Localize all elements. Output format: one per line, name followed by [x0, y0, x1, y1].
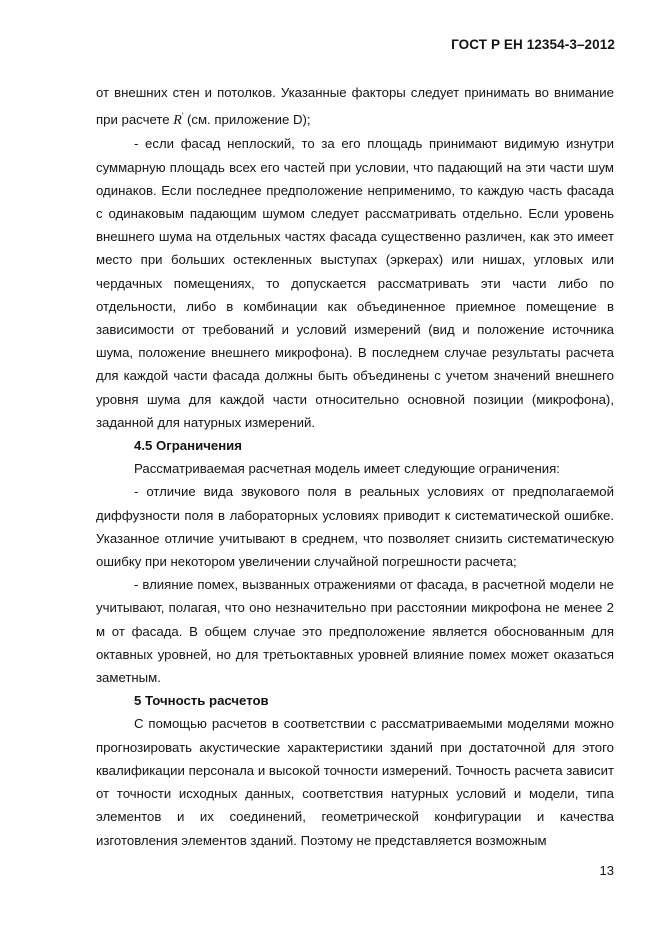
section-heading-5: 5 Точность расчетов — [134, 693, 269, 709]
paragraph-sound-field: - отличие вида звукового поля в реальных условиях от предполагаемой диффузности поля в лабораторных условиях приводит к систематической ошибке. Указанное отличие учитывают в среднем, что позволяет снизить систематическую ошибку при некотором увеличении случайной погрешности расчета; — [96, 484, 614, 570]
formula-symbol — [173, 113, 183, 128]
formula-letter: R — [173, 113, 182, 129]
formula-prime: ' — [181, 111, 184, 121]
paragraph-text: от внешних стен и потолков. Указанные факторы следует принимать во внимание при расчете — [96, 85, 614, 128]
paragraph-interference: - влияние помех, вызванных отражениями от фасада, в расчетной модели не учитывают, полагая, что оно незначительно при расстоянии микрофона не менее 2 м от фасада. В общем случае это предположение является обоснованным для октавных уровней, но для третьоктавных уровней влияние помех может оказаться заметным. — [96, 577, 614, 686]
page-body — [96, 81, 614, 852]
document-header: ГОСТ Р ЕН 12354-3–2012 — [451, 37, 615, 52]
paragraph-walls-ceilings — [96, 81, 614, 132]
section-heading-4-5: 4.5 Ограничения — [134, 438, 242, 454]
page-number: 13 — [599, 863, 614, 878]
paragraph-text: (см. приложение D); — [183, 112, 311, 128]
paragraph-limitations-intro: Рассматриваемая расчетная модель имеет следующие ограничения: — [134, 461, 560, 477]
paragraph-nonflat-facade: - если фасад неплоский, то за его площадь принимают видимую изнутри суммарную площадь всех его частей при условии, что падающий на эти части шум одинаков. Если последнее предположение неприменимо, то каждую часть фасада с одинаковым падающим шумом следует рассматривать отдельно. Если уровень внешнего шума на отдельных частях фасада существенно различен, как это имеет место при больших остекленных выступах (эркерах) или нишах, угловых или чердачных помещениях, то допускается рассматривать эти части либо по отдельности, либо в комбинации как объединенное приемное помещение в зависимости от требований и условий измерений (вид и положение источника шума, положение внешнего микрофона). В последнем случае результаты расчета для каждой части фасада должны быть объединены с учетом значений внешнего уровня шума для каждой части относительно основной позиции (микрофона), заданной для натурных измерений. — [96, 136, 614, 430]
paragraph-accuracy: С помощью расчетов в соответствии с рассматриваемыми моделями можно прогнозировать акустические характеристики зданий при достаточной для этого квалификации персонала и высокой точности измерений. Точность расчета зависит от точности исходных данных, соответствия натурных условий и модели, типа элементов и их соединений, геометрической конфигурации и качества изготовления элементов зданий. Поэтому не представляется возможным — [96, 716, 614, 848]
